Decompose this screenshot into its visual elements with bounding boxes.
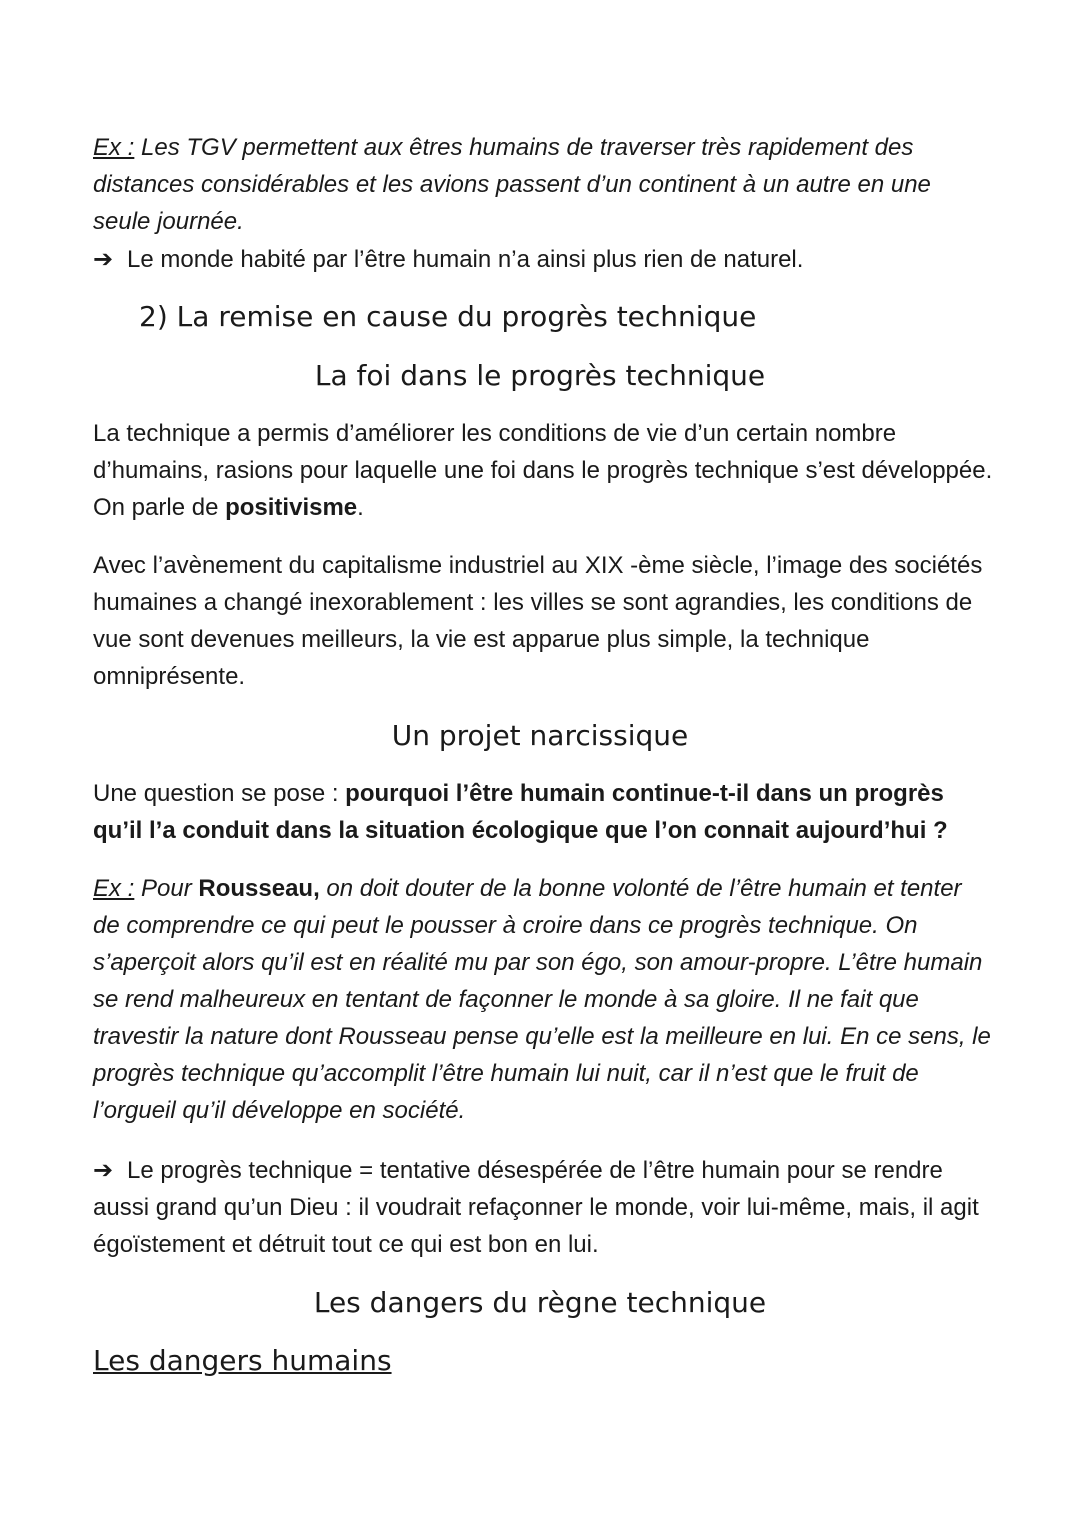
example-label: Ex : bbox=[93, 875, 135, 902]
example-label: Ex : bbox=[93, 134, 135, 161]
example-tgv bbox=[93, 129, 993, 240]
section-title: La remise en cause du progrès technique bbox=[176, 300, 757, 333]
question-intro: Une question se pose : bbox=[93, 780, 346, 807]
example-pre: Pour bbox=[134, 875, 199, 902]
conclusion-text: Le monde habité par l’être humain n’a ainsi plus rien de naturel. bbox=[127, 246, 804, 273]
question-bold: pourquoi l’être humain continue-t-il dans un progrès qu’il l’a conduit dans la situation écologique que l’on connait aujourd’hui ? bbox=[93, 780, 948, 844]
subheading-narcissique: Un projet narcissique bbox=[391, 719, 689, 752]
arrow-right-icon: ➔ bbox=[93, 246, 114, 273]
section-heading-2 bbox=[139, 300, 756, 333]
author-rousseau: Rousseau, bbox=[198, 875, 320, 902]
keyword-positivisme: positivisme bbox=[225, 494, 358, 521]
paragraph-question bbox=[93, 775, 993, 849]
example-text: on doit douter de la bonne volonté de l’être humain et tenter de comprendre ce qui peut le pousser à croire dans ce progrès technique. On s’aperçoit alors qu’il est en réalité mu par son égo, son amour-propre. L’être humain se rend malheureux en tentant de façonner le monde à sa gloire. Il ne fait que travestir la nature dont Rousseau pense qu’elle est la meilleure en lui. En ce sens, le progrès technique qu’accomplit l’être humain lui nuit, car il n’est que le fruit de l’orgueil qu’il développe en société. bbox=[93, 875, 991, 1124]
conclusion-progres bbox=[93, 1152, 993, 1263]
paragraph-end: . bbox=[357, 494, 364, 521]
subheading-dangers: Les dangers du règne technique bbox=[313, 1286, 767, 1319]
paragraph-capitalisme: Avec l’avènement du capitalisme industriel au XIX -ème siècle, l’image des sociétés humaines a changé inexorablement : les villes se sont agrandies, les conditions de vue sont devenues meilleurs, la vie est apparue plus simple, la technique omniprésente. bbox=[93, 552, 983, 690]
section-number: 2) bbox=[139, 300, 168, 333]
subheading-foi: La foi dans le progrès technique bbox=[314, 359, 766, 392]
conclusion-natural bbox=[93, 241, 993, 278]
conclusion-text: Le progrès technique = tentative désespérée de l’être humain pour se rendre aussi grand qu’un Dieu : il voudrait refaçonner le monde, voir lui-même, mais, il agit égoïstement et détruit tout ce qui est bon en lui. bbox=[93, 1157, 979, 1258]
example-text: Les TGV permettent aux êtres humains de traverser très rapidement des distances considérables et les avions passent d’un continent à un autre en une seule journée. bbox=[93, 134, 931, 235]
paragraph-text: La technique a permis d’améliorer les conditions de vie d’un certain nombre d’humains, rasions pour laquelle une foi dans le progrès technique s’est développée. On parle de bbox=[93, 420, 993, 521]
paragraph-positivisme bbox=[93, 415, 993, 526]
example-rousseau bbox=[93, 870, 993, 1129]
subheading-dangers-humains: Les dangers humains bbox=[93, 1344, 392, 1377]
arrow-right-icon: ➔ bbox=[93, 1157, 114, 1184]
